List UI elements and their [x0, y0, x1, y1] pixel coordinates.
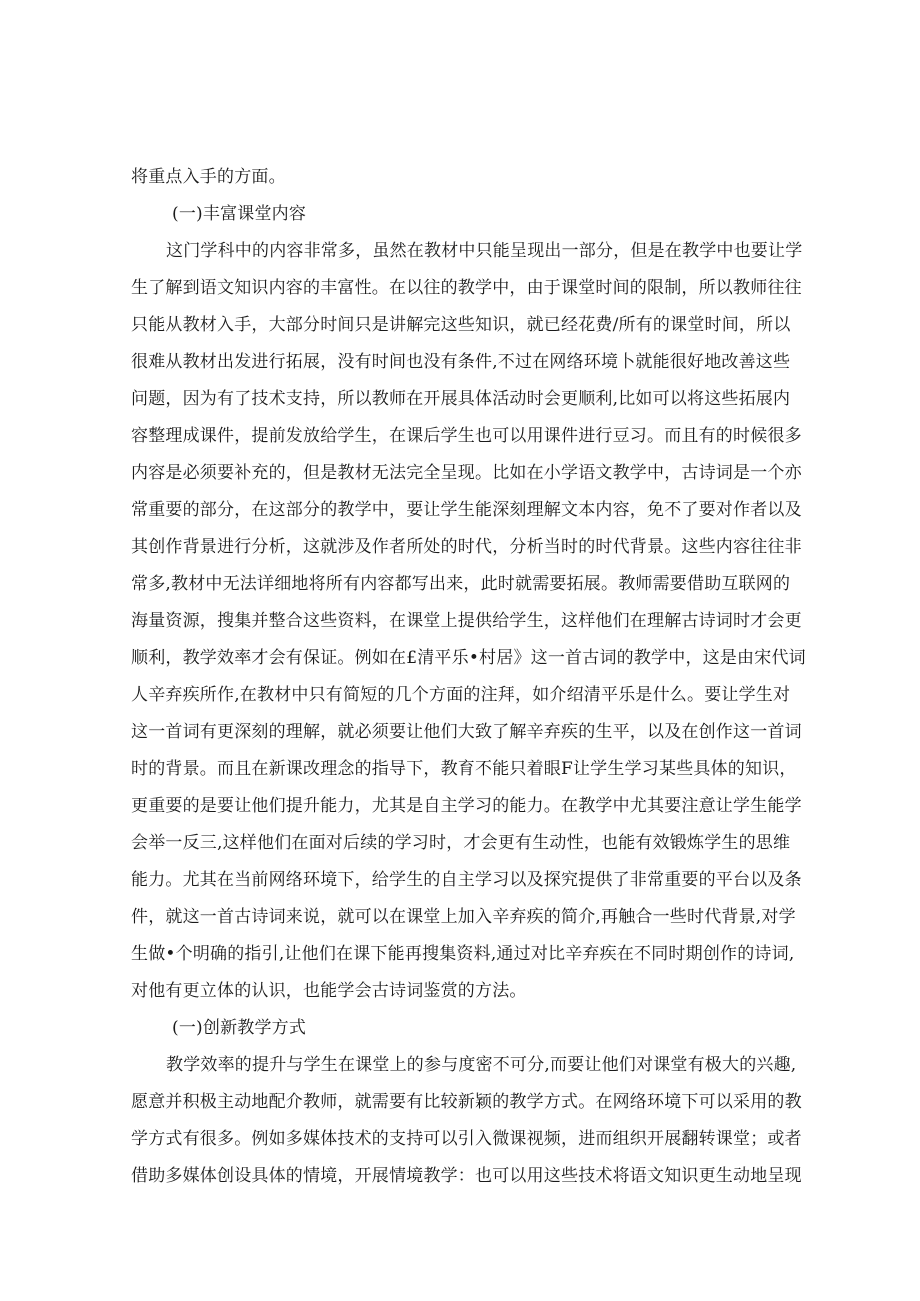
text-line: 常多,教材中无法详细地将所有内容都写出来，此时就需要拓展。教师需要借助互联网的	[131, 574, 791, 594]
text-line: 人辛弃疾所作,在教材中只有简短的几个方面的注拜，如介绍清平乐是什么。要让学生对	[131, 685, 791, 705]
text-line: 生了解到语文知识内容的丰富性。在以往的教学中，由于课堂时间的限制，所以教师往往	[131, 278, 802, 298]
text-line: 只能从教材入手，大部分时间只是讲解完这些知识，就已经花费/所有的课堂时间，所以	[131, 315, 791, 335]
text-line: 很难从教材出发进行拓展，没有时间也没有条件,不过在网络环境卜就能很好地改善这些	[131, 352, 791, 372]
text-line: 对他有更立体的认识，也能学会古诗词鉴赏的方法。	[131, 981, 527, 1001]
text-line: 时的背景。而且在新课改理念的指导下，教育不能只着眼F让学生学习某些具体的知识，	[131, 759, 797, 779]
text-line: 内容是必须要补充的，但是教材无法完全呈现。比如在小学语文教学中，古诗词是一个亦	[131, 463, 802, 483]
text-line: 这门学科中的内容非常多，虽然在教材中只能呈现出一部分，但是在教学中也要让学	[166, 241, 803, 261]
section-heading: (一)创新教学方式	[172, 1018, 307, 1038]
section-heading: (一)丰富课堂内容	[172, 204, 307, 224]
text-line: 常重要的部分，在这部分的教学中，要让学生能深刻理解文本内容，免不了要对作者以及	[131, 500, 802, 520]
text-line: 容整理成课件，提前发放给学生，在课后学生也可以用课件进行豆习。而且有的时候很多	[131, 426, 802, 446]
text-line: 能力。尤其在当前网络环境下，给学生的自主学习以及探究提供了非常重要的平台以及条	[131, 870, 802, 890]
text-line: 学方式有很多。例如多媒体技术的支持可以引入微课视频，进而组织开展翻转课堂；或者	[131, 1129, 802, 1149]
text-line: 海量资源，搜集并整合这些资料，在课堂上提供给学生，这样他们在理解古诗词时才会更	[131, 611, 802, 631]
text-line: 其创作背景进行分析，这就涉及作者所处的时代，分析当时的时代背景。这些内容往往非	[131, 537, 802, 557]
text-line: 借助多媒体创设具体的情境，开展情境教学：也可以用这些技术将语文知识更生动地呈现	[131, 1166, 802, 1186]
text-line: 教学效率的提升与学生在课堂上的参与度密不可分,而要让他们对课堂有极大的兴趣,	[166, 1055, 797, 1075]
text-line: 愿意并积极主动地配介教师，就需要有比较新颖的教学方式。在网络环境下可以采用的教	[131, 1092, 802, 1112]
text-line: 更重要的是要让他们提升能力，尤其是自主学习的能力。在教学中尤其要注意让学生能学	[131, 796, 802, 816]
text-line: 这一首词有更深刻的理解，就必须要让他们大致了解辛弃疾的生平，以及在创作这一首词	[131, 722, 802, 742]
text-line: 问题，因为有了技术支持，所以教师在开展具体活动时会更顺利,比如可以将这些拓展内	[131, 389, 791, 409]
text-line: 顺利，教学效率才会有保证。例如在£清平乐•村居》这一首古词的教学中，这是由宋代词	[131, 648, 806, 668]
text-line: 生做•个明确的指引,让他们在课下能再搜集资料,通过对比辛弃疾在不同时期创作的诗词,	[131, 944, 795, 964]
text-line: 会举一反三,这样他们在面对后续的学习时，才会更有生动性，也能有效锻炼学生的思维	[131, 833, 791, 853]
text-line: 将重点入手的方面。	[131, 167, 286, 187]
text-line: 件，就这一首古诗词来说，就可以在课堂上加入辛弃疾的简介,再触合一些时代背景,对学	[131, 907, 796, 927]
